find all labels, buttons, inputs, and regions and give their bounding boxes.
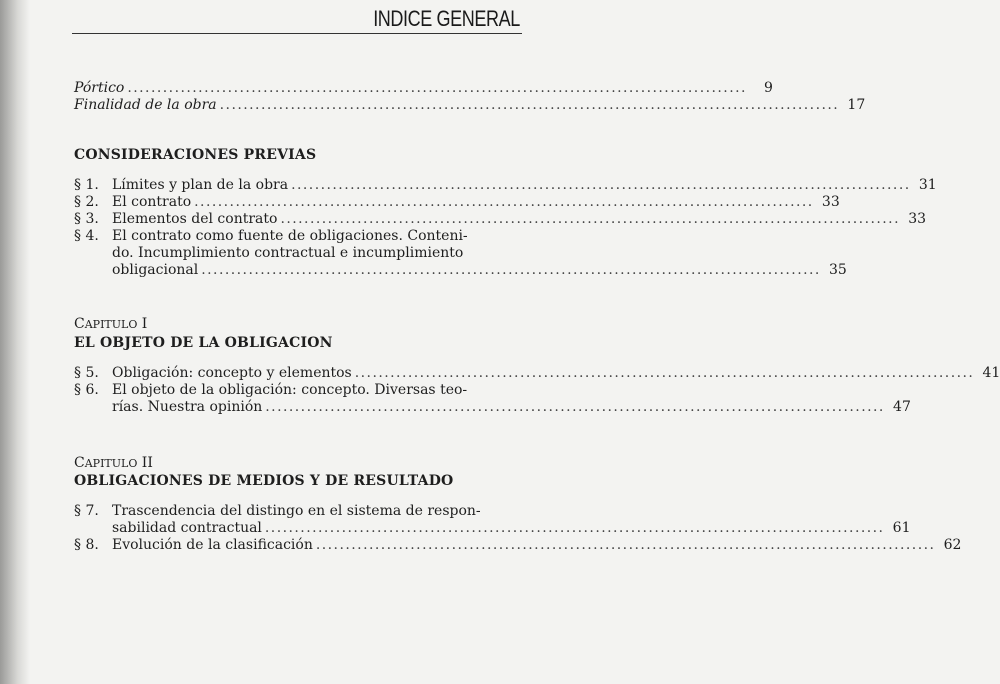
toc-entry-5[interactable] [74,365,1000,382]
header-rule [72,33,522,34]
toc-entry-label: Finalidad de la obra [74,97,217,113]
toc-entry-7[interactable] [74,503,911,537]
toc-entry-label: El contrato [112,194,192,210]
toc-entry-line: Trascendencia del distingo en el sistema de respon- [112,503,481,519]
leader-dots [265,520,882,537]
toc-entry-label: Obligación: concepto y elementos [112,365,352,381]
chapter-number: II [141,455,153,471]
section-heading: CONSIDERACIONES PREVIAS [74,147,317,163]
toc-entry-label: Evolución de la clasificación [112,537,313,553]
leader-dots [316,537,933,554]
chapter-label [74,455,519,472]
chapter-word: APITULO [84,457,138,470]
page-gutter-shadow [0,0,30,684]
page-header-title: INDICE GENERAL [373,6,520,31]
leader-dots [355,365,972,382]
toc-page-number: 41 [982,365,1000,381]
chapter-heading: EL OBJETO DE LA OBLIGACION [74,335,333,351]
toc-entry-finalidad[interactable] [74,97,866,114]
chapter-initial: C [74,455,85,471]
toc-entry-portico[interactable] [74,80,773,97]
chapter-number: I [141,316,148,332]
toc-entry-3[interactable] [74,211,927,228]
toc-page-number: 9 [764,80,773,96]
section-number: § 2. [74,194,99,210]
toc-page-number: 35 [829,262,847,278]
toc-page-number: 47 [893,399,911,415]
leader-dots [291,177,908,194]
leader-dots [201,262,818,279]
toc-page-number: 31 [918,177,937,193]
toc-entry-line: do. Incumplimiento contractual e incumplimiento [112,245,464,261]
leader-dots [265,399,882,416]
toc-entry-label: sabilidad contractual [112,520,262,536]
toc-entry-8[interactable] [74,537,962,554]
toc-entry-1[interactable] [74,177,937,194]
leader-dots [280,211,897,228]
section-number: § 3. [74,211,99,227]
toc-page-number: 33 [908,211,927,227]
chapter-initial: C [74,316,85,332]
toc-entry-label: Elementos del contrato [112,211,278,227]
section-number: § 8. [74,537,99,553]
section-number: § 6. [74,382,99,398]
leader-dots [220,97,837,114]
toc-entry-label: rías. Nuestra opinión [112,399,263,415]
toc-page-number: 61 [892,520,911,536]
section-number: § 7. [74,503,99,519]
toc-entry-4[interactable] [74,228,847,279]
toc-entry-label: obligacional [112,262,199,278]
section-number: § 5. [74,365,99,381]
leader-dots [127,80,744,97]
toc-entry-line: El contrato como fuente de obligaciones. Conteni- [112,228,468,244]
toc-entry-6[interactable] [74,382,911,416]
leader-dots [194,194,811,211]
chapter-word: APITULO [84,318,138,331]
toc-entry-label: Pórtico [74,80,125,96]
section-number: § 4. [74,228,99,244]
toc-entry-line: El objeto de la obligación: concepto. Diversas teo- [112,382,468,398]
section-number: § 1. [74,177,99,193]
chapter-heading: OBLIGACIONES DE MEDIOS Y DE RESULTADO [74,473,454,489]
toc-page-number: 33 [821,194,840,210]
toc-page-number: 17 [847,97,866,113]
toc-page-number: 62 [943,537,962,553]
toc-entry-label: Límites y plan de la obra [112,177,289,193]
toc-entry-2[interactable] [74,194,840,211]
chapter-label [74,316,519,333]
